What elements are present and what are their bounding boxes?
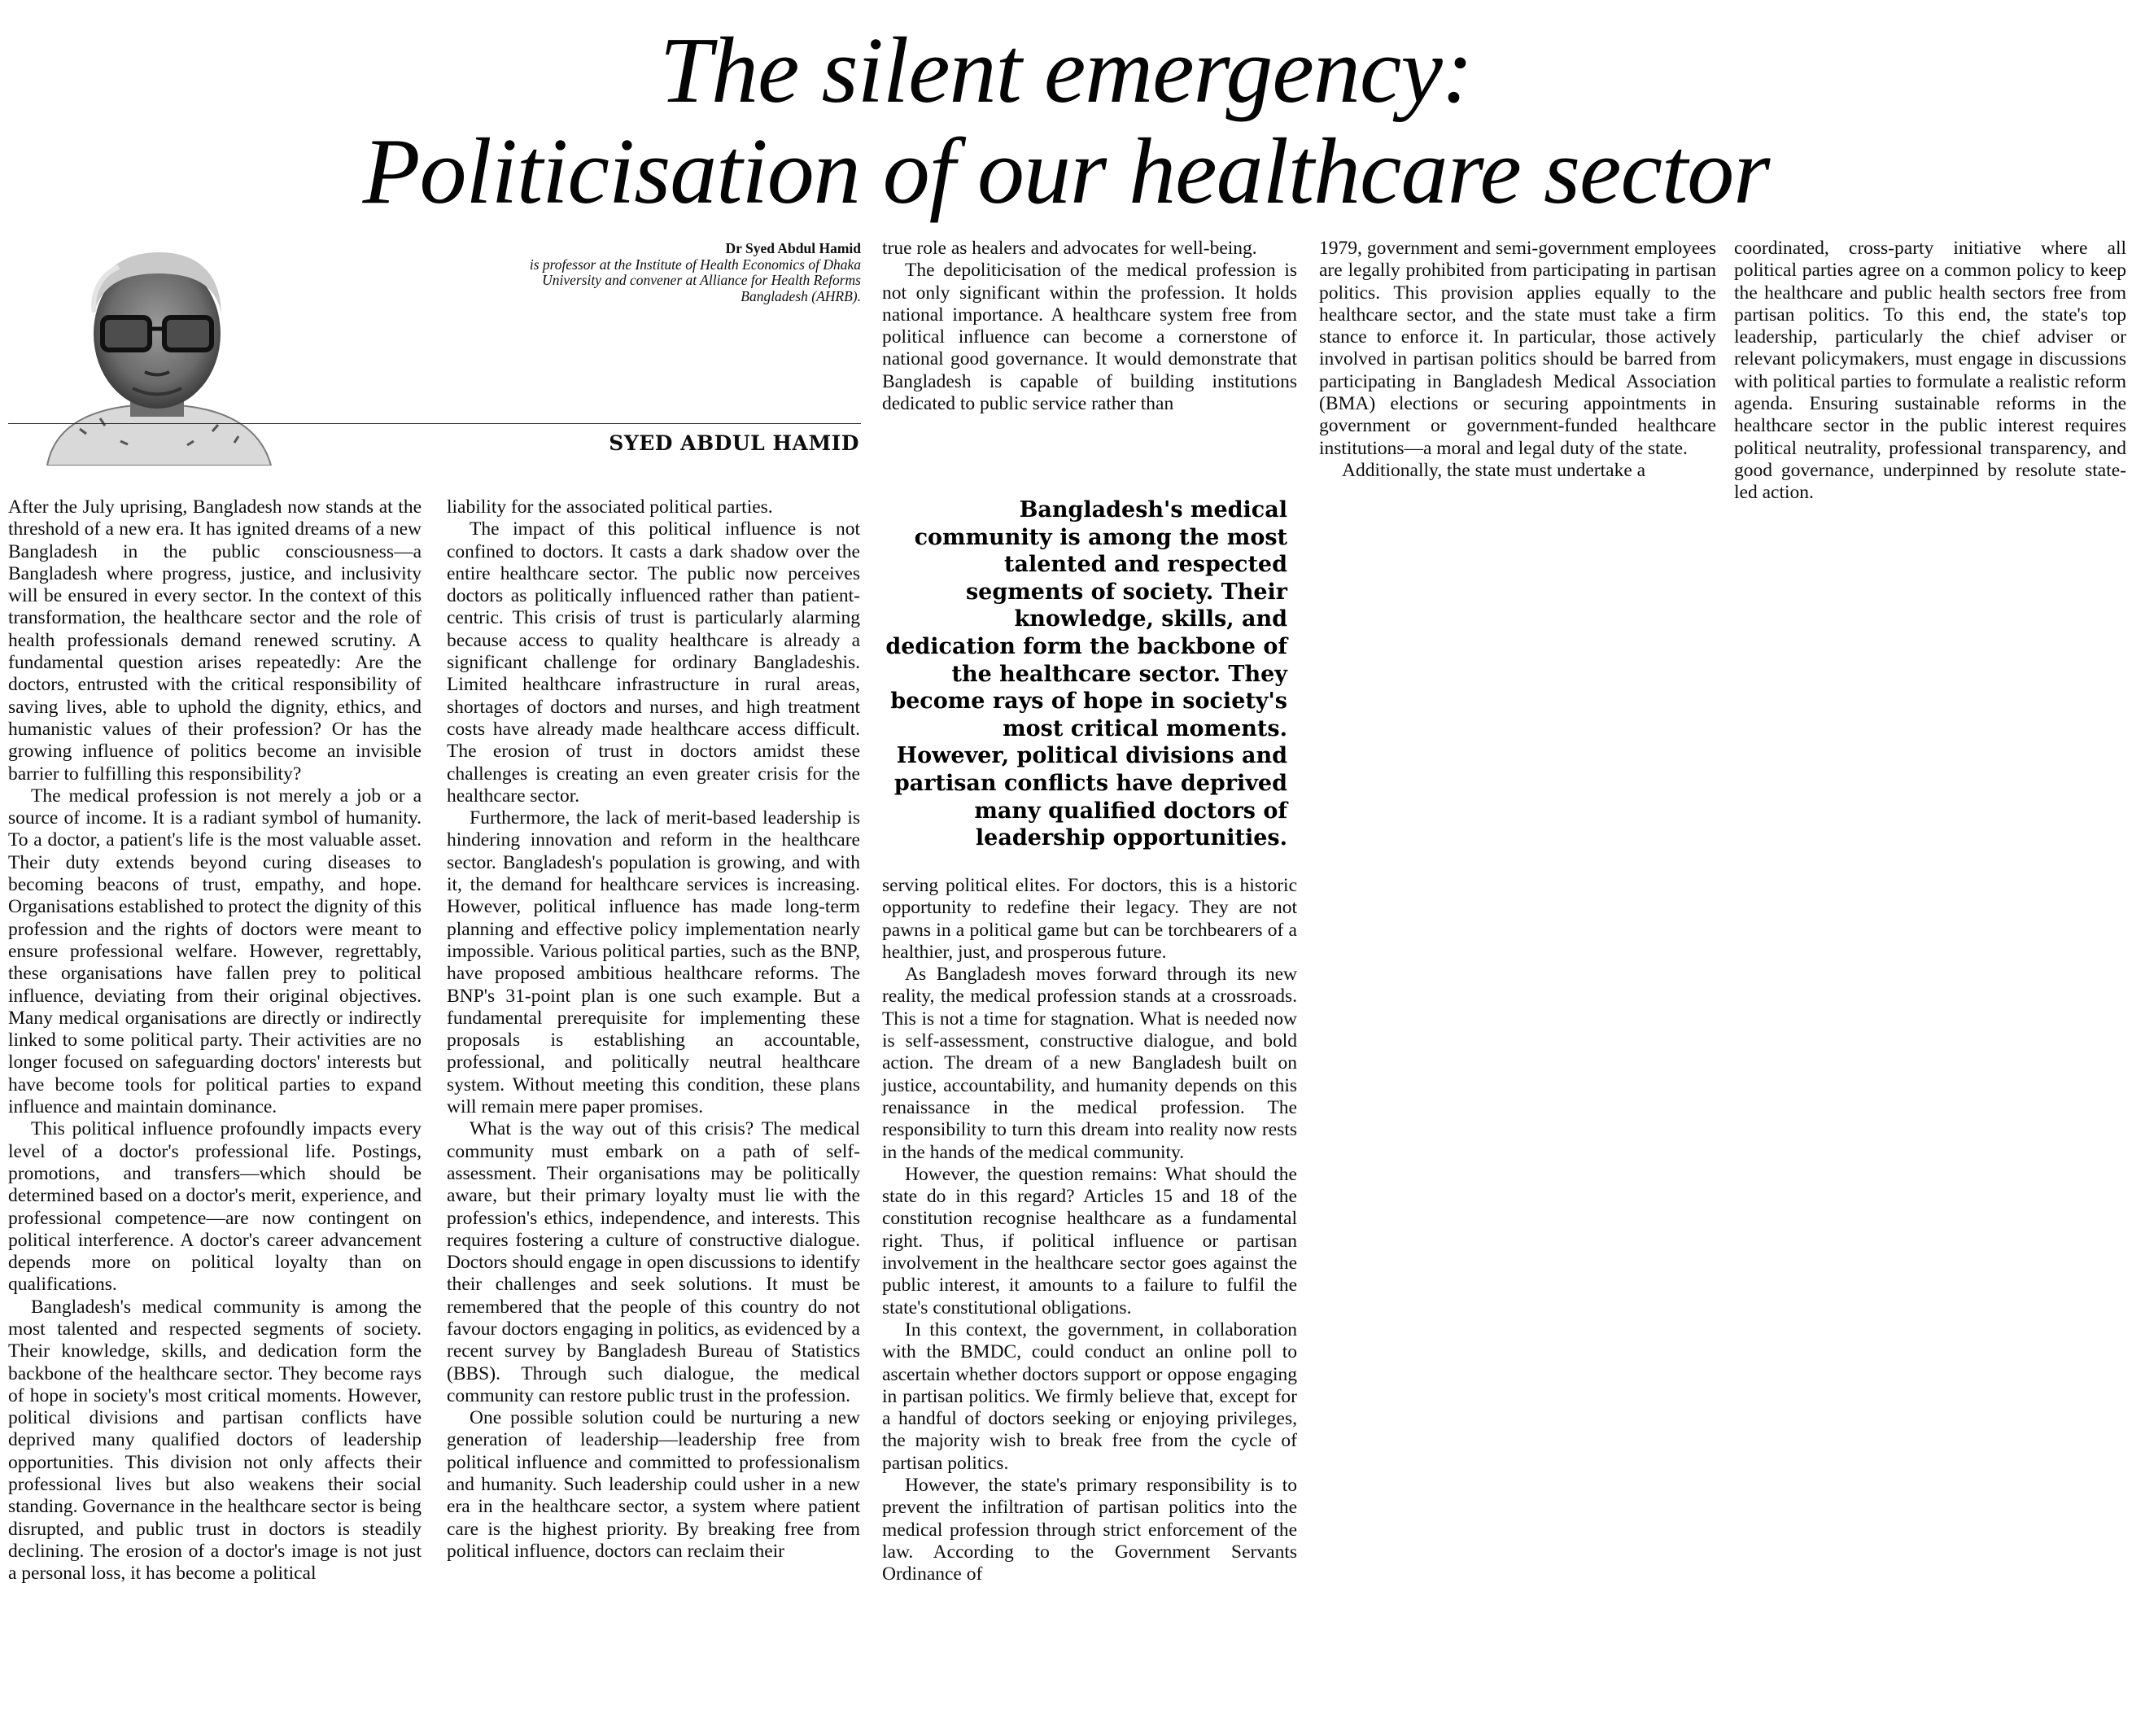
article-column-5 bbox=[1734, 238, 2126, 505]
author-bio-line: Bangladesh (AHRB). bbox=[741, 287, 861, 304]
author-bio-line: University and convener at Alliance for Health Reforms bbox=[542, 272, 861, 288]
article-paragraph: The depoliticisation of the medical profession is not only significant within the profession. It holds national importance. A healthcare system free from political influence can become a cornerstone of national good governance. It would demonstrate that Bangladesh is capable of building institutions dedicated to public service rather than bbox=[882, 260, 1297, 415]
article-paragraph: Bangladesh's medical community is among the most talented and respected segments of society. Their knowledge, skills, and dedication form the backbone of the healthcare sector. They become rays of hope in society's most critical moments. However, political divisions and partisan conflicts have deprived many qualified doctors of leadership opportunities. This division not only affects their professional lives but also weakens their social standing. Governance in the healthcare sector is being disrupted, and public trust in doctors is steadily declining. The erosion of a doctor's image is not just a personal loss, it has become a political bbox=[8, 1296, 422, 1585]
byline-divider bbox=[8, 423, 861, 424]
article-column-3-top bbox=[882, 238, 1297, 415]
article-paragraph: liability for the associated political parties. bbox=[447, 496, 773, 518]
article-paragraph: The impact of this political influence is not confined to doctors. It casts a dark shadow over the entire healthcare sector. The public now perceives doctors as politically influenced rather than patient-centric. This crisis of trust is particularly alarming because access to quality healthcare is already a significant challenge for ordinary Bangladeshis. Limited healthcare infrastructure in rural areas, shortages of doctors and nurses, and high treatment costs have already made healthcare access difficult. The erosion of trust in doctors amidst these challenges is creating an even greater crisis for the healthcare sector. bbox=[447, 518, 860, 807]
article-column-2 bbox=[447, 496, 860, 1563]
article-paragraph: However, the state's primary responsibility is to prevent the infiltration of partisan politics into the medical profession through strict enforcement of the law. According to the Government Servants Ordinance of bbox=[882, 1475, 1297, 1585]
article-column-1 bbox=[8, 496, 422, 1585]
article-paragraph: This political influence profoundly impacts every level of a doctor's professional life. Postings, promotions, and transfers—which should be determined based on a doctor's merit, experience, and professional competence—are now contingent on political interference. A doctor's career advancement depends more on political loyalty than on qualifications. bbox=[8, 1118, 422, 1296]
author-byline: SYED ABDUL HAMID bbox=[609, 431, 859, 455]
article-paragraph: However, the question remains: What should the state do in this regard? Articles 15 and 18 of the constitution recognise healthcare as a fundamental right. Thus, if political influence or partisan involvement in the healthcare sector goes against the public interest, it amounts to a failure to fulfil the state's constitutional obligations. bbox=[882, 1163, 1297, 1318]
article-paragraph: true role as healers and advocates for well-being. bbox=[882, 238, 1257, 259]
article-paragraph: serving political elites. For doctors, this is a historic opportunity to redefine their legacy. They are not pawns in a political game but can be torchbearers of a healthier, just, and prosperous future. bbox=[882, 875, 1297, 963]
article-column-3-bottom bbox=[882, 875, 1297, 1586]
article-paragraph: 1979, government and semi-government employees are legally prohibited from participating in partisan politics. This provision applies equally to the healthcare sector, and the state must take a firm stance to enforce it. In particular, those actively involved in partisan politics should be barred from participating in Bangladesh Medical Association (BMA) elections or securing appointments in government or government-funded healthcare institutions—a moral and legal duty of the state. bbox=[1319, 238, 1716, 459]
headline-line-2: Politicisation of our healthcare sector bbox=[362, 120, 1770, 224]
article-paragraph: What is the way out of this crisis? The medical community must embark on a path of self-assessment. Their organisations may be politically aware, but their primary loyalty must lie with the profession's ethics, independence, and interests. This requires fostering a culture of constructive dialogue. Doctors should engage in open discussions to identify their challenges and seek solutions. It must be remembered that the people of this country do not favour doctors engaging in politics, as evidenced by a recent survey by Bangladesh Bureau of Statistics (BBS). Through such dialogue, the medical community can restore public trust in the profession. bbox=[447, 1118, 860, 1406]
article-paragraph: After the July uprising, Bangladesh now stands at the threshold of a new era. It has ignited dreams of a new Bangladesh in the public consciousness—a Bangladesh where progress, justice, and inclusivity will be ensured in every sector. In the context of this transformation, the healthcare sector and the role of health professionals demand renewed scrutiny. A fundamental question arises repeatedly: Are the doctors, entrusted with the critical responsibility of saving lives, able to uphold the dignity, ethics, and humanistic values of their profession? Or has the growing influence of politics become an invisible barrier to fulfilling this responsibility? bbox=[8, 496, 422, 785]
article-paragraph: coordinated, cross-party initiative where all political parties agree on a common policy to keep the healthcare and public health sectors free from partisan politics. To this end, the state's top leadership, particularly the chief adviser or relevant policymakers, must engage in discussions with political parties to formulate a realistic reform agenda. Ensuring sustainable reforms in the healthcare sector in the public interest requires political neutrality, professional transparency, and good governance, underpinned by resolute state-led action. bbox=[1734, 238, 2126, 504]
article-column-4 bbox=[1319, 238, 1716, 482]
author-portrait-image bbox=[23, 238, 291, 466]
headline-line-1: The silent emergency: bbox=[659, 19, 1473, 123]
article-paragraph: In this context, the government, in collaboration with the BMDC, could conduct an online poll to ascertain whether doctors support or oppose engaging in partisan politics. We firmly believe that, except for a handful of doctors seeking or enjoying privileges, the majority wish to break free from the cycle of partisan politics. bbox=[882, 1318, 1297, 1474]
article-paragraph: The medical profession is not merely a job or a source of income. It is a radiant symbol of humanity. To a doctor, a patient's life is the most valuable asset. Their duty extends beyond curing diseases to becoming beacons of trust, empathy, and hope. Organisations established to protect the dignity of this profession and the rights of doctors were meant to ensure professional welfare. However, regrettably, these organisations have fallen prey to political influence, deviating from their original objectives. Many medical organisations are directly or indirectly linked to some political party. Their activities are no longer focused on safeguarding doctors' interests but have become tools for political parties to expand influence and maintain dominance. bbox=[8, 785, 422, 1118]
author-bio bbox=[415, 241, 861, 304]
author-bio-line: is professor at the Institute of Health Economics of Dhaka bbox=[529, 256, 861, 273]
article-paragraph: Additionally, the state must undertake a bbox=[1342, 459, 1646, 481]
author-name: Dr Syed Abdul Hamid bbox=[725, 240, 861, 256]
author-photo bbox=[23, 238, 291, 466]
article-paragraph: One possible solution could be nurturing a new generation of leadership—leadership free from political influence and committed to professionalism and humanity. Such leadership could usher in a new era in the healthcare sector, a system where patient care is the highest priority. By breaking free from political influence, doctors can reclaim their bbox=[447, 1407, 860, 1562]
article-paragraph: Furthermore, the lack of merit-based leadership is hindering innovation and reform in the healthcare sector. Bangladesh's population is growing, and with it, the demand for healthcare services is increasing. However, political influence has made long-term planning and effective policy implementation nearly impossible. Various political parties, such as the BNP, have proposed ambitious healthcare reforms. The BNP's 31-point plan is one such example. But a fundamental prerequisite for implementing these proposals is establishing an accountable, professional, and politically neutral healthcare system. Without meeting this condition, these plans will remain mere paper promises. bbox=[447, 807, 860, 1118]
article-paragraph: As Bangladesh moves forward through its new reality, the medical profession stands at a crossroads. This is not a time for stagnation. What is needed now is self-assessment, constructive dialogue, and bold action. The dream of a new Bangladesh built on justice, accountability, and humanity depends on this renaissance in the medical profession. The responsibility to turn this dream into reality now rests in the hands of the medical community. bbox=[882, 964, 1297, 1163]
pull-quote: Bangladesh's medical community is among the most talented and respected segments of society. Their knowledge, skills, and dedication form the backbone of the healthcare sector. They become rays of hope in society's most critical moments. However, political divisions and partisan conflicts have deprived many qualified doctors of leadership opportunities. bbox=[885, 497, 1287, 851]
